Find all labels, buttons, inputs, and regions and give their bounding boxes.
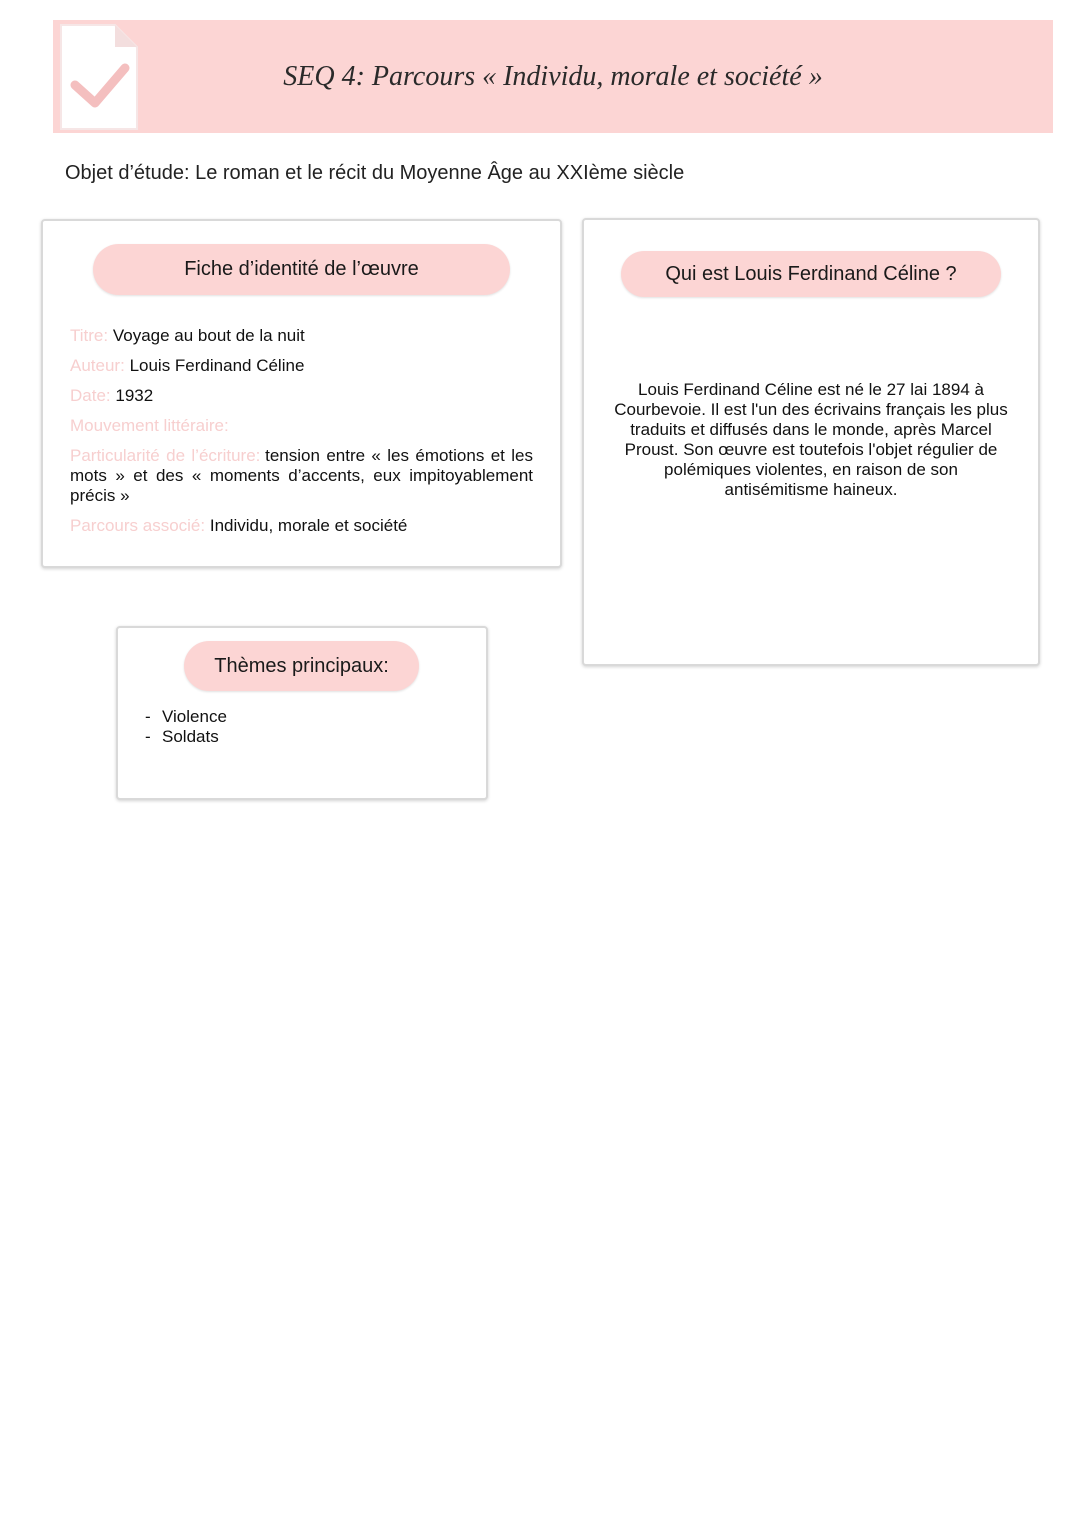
field-date-label: Date:: [70, 386, 111, 405]
field-particularite-value-2: mots » et des « moments d’accents, eux impitoyablement: [70, 466, 533, 485]
themes-heading: Thèmes principaux:: [184, 641, 419, 691]
objet-etude: Objet d’étude: Le roman et le récit du Moyenne Âge au XXIème siècle: [65, 162, 685, 184]
field-particularite-label: Particularité de l’écriture:: [70, 446, 261, 465]
biographie-text: [584, 380, 1038, 500]
field-parcours-value: Individu, morale et société: [209, 516, 408, 535]
bullet-dash: -: [145, 707, 151, 726]
field-titre-value: Voyage au bout de la nuit: [112, 326, 305, 345]
biographie-card: [582, 218, 1040, 666]
biographie-line: polémiques violentes, en raison de son: [664, 460, 958, 479]
field-date: [70, 386, 533, 406]
biographie-line: antisémitisme haineux.: [724, 480, 898, 499]
field-date-value: 1932: [115, 386, 154, 405]
header-banner: [53, 20, 1053, 133]
biographie-line: Courbevoie. Il est l'un des écrivains français les plus: [614, 400, 1008, 419]
field-auteur: [70, 356, 533, 376]
list-item: [145, 727, 227, 747]
fiche-identite-heading: Fiche d’identité de l’œuvre: [93, 244, 510, 295]
field-particularite-value-3: précis »: [70, 486, 130, 505]
field-titre: [70, 326, 533, 346]
themes-card: [116, 626, 488, 800]
field-mouvement-label: Mouvement littéraire:: [70, 416, 229, 435]
field-particularite-value-1: tension entre « les émotions et les: [265, 446, 533, 465]
biographie-heading: Qui est Louis Ferdinand Céline ?: [621, 251, 1001, 297]
theme-label: Soldats: [162, 727, 219, 746]
field-mouvement: [70, 416, 533, 436]
field-particularite: [70, 446, 533, 506]
field-parcours-label: Parcours associé:: [70, 516, 206, 535]
page-title: SEQ 4: Parcours « Individu, morale et société »: [283, 61, 823, 92]
list-item: [145, 707, 227, 727]
biographie-line: traduits et diffusés dans le monde, après Marcel: [630, 420, 992, 439]
field-auteur-value: Louis Ferdinand Céline: [129, 356, 305, 375]
theme-label: Violence: [162, 707, 227, 726]
field-parcours: [70, 516, 533, 536]
themes-list: [145, 707, 227, 747]
field-titre-label: Titre:: [70, 326, 109, 345]
field-particularite-line-1: [70, 446, 533, 466]
field-auteur-label: Auteur:: [70, 356, 125, 375]
biographie-line: Proust. Son œuvre est toutefois l'objet régulier de: [624, 440, 998, 459]
fiche-identite-fields: [70, 326, 533, 546]
fiche-identite-card: [41, 219, 562, 568]
biographie-line: Louis Ferdinand Céline est né le 27 lai 1894 à: [638, 380, 984, 399]
bullet-dash: -: [145, 727, 151, 746]
